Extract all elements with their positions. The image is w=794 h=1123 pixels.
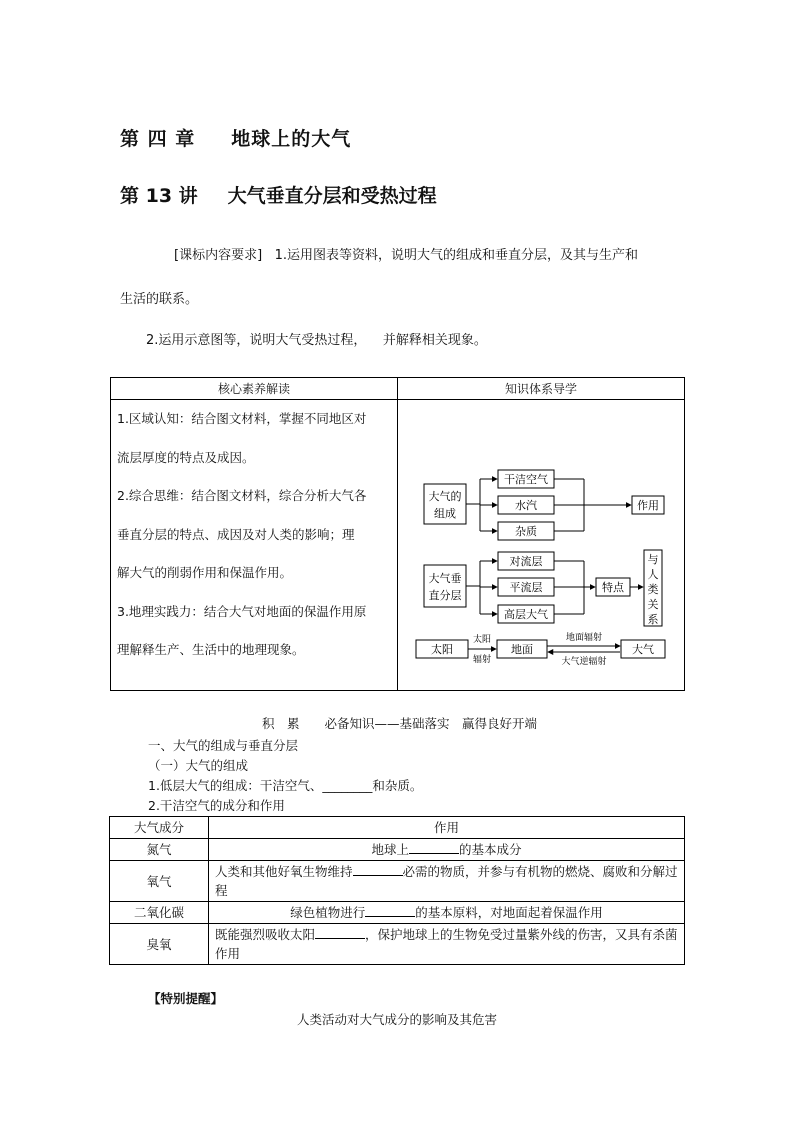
gas-function	[209, 902, 685, 924]
label-atmosphere: 大气	[632, 643, 654, 656]
gas-name: 氮气	[110, 839, 209, 861]
gas-name: 臭氧	[110, 924, 209, 965]
point-1: 1.低层大气的组成：干洁空气、________和杂质。	[148, 778, 423, 793]
label-function: 作用	[637, 499, 659, 512]
gas-name: 氧气	[110, 861, 209, 902]
core-line: 理解释生产、生活中的地理现象。	[117, 642, 305, 657]
label-features: 特点	[602, 581, 624, 594]
gas-function-text: 的基本成分	[459, 842, 522, 857]
gas-function-text: 人类和其他好氧生物维持	[215, 864, 353, 879]
requirement-label: [课标内容要求]	[174, 248, 263, 263]
fill-blank[interactable]	[365, 904, 415, 917]
label-relation-2: 人	[647, 568, 659, 581]
chapter-name: 地球上的大气	[231, 128, 352, 150]
label-stratosphere: 平流层	[509, 581, 543, 594]
fill-blank[interactable]	[353, 863, 403, 876]
knowledge-diagram	[398, 400, 686, 694]
requirement-line-1	[174, 244, 638, 263]
core-literacy-table	[110, 377, 685, 691]
label-vapor: 水汽	[515, 499, 537, 512]
label-troposphere: 对流层	[509, 555, 543, 568]
gas-function-text: ，保护地球上的生物免受过量紫外线的伤害，又具有杀菌作用	[215, 927, 678, 961]
point-2: 2.干洁空气的成分和作用	[148, 798, 285, 813]
label-relation-1: 与	[647, 553, 659, 566]
gas-name: 二氧化碳	[110, 902, 209, 924]
fill-blank[interactable]	[315, 926, 365, 939]
gas-col-header-2: 作用	[209, 817, 685, 839]
requirement-line-1b: 生活的联系。	[120, 292, 199, 307]
core-line: 2.综合思维：结合图文材料，综合分析大气各	[117, 488, 367, 503]
requirement-line-2: 2.运用示意图等，说明大气受热过程， 并解释相关现象。	[146, 333, 487, 348]
lecture-title	[120, 181, 437, 208]
chapter-title	[120, 124, 351, 151]
requirement-text: 1.运用图表等资料，说明大气的组成和垂直分层，及其与生产和	[274, 248, 638, 263]
gas-composition-table	[109, 816, 685, 965]
label-composition-1: 大气的	[428, 490, 462, 503]
core-literacy-text	[111, 400, 398, 691]
tip-label: 【特别提醒】	[148, 991, 224, 1006]
section-banner: 积 累 必备知识——基础落实 赢得良好开端	[262, 716, 538, 731]
label-upper-atmosphere: 高层大气	[504, 608, 548, 621]
tip-title: 人类活动对大气成分的影响及其危害	[296, 1012, 497, 1027]
label-ground: 地面	[511, 643, 533, 656]
core-line: 解大气的削弱作用和保温作用。	[117, 565, 293, 580]
label-ground-radiation: 地面辐射	[565, 633, 603, 643]
label-dry-air: 干洁空气	[504, 473, 548, 486]
core-line: 1.区域认知：结合图文材料，掌握不同地区对	[117, 411, 367, 426]
core-line: 3.地理实践力：结合大气对地面的保温作用原	[117, 603, 367, 619]
knowledge-diagram-cell	[398, 400, 685, 691]
gas-function-text: 绿色植物进行	[290, 905, 366, 920]
table-row	[110, 861, 685, 902]
core-header-right: 知识体系导学	[398, 378, 685, 400]
core-header-left: 核心素养解读	[111, 378, 398, 400]
table-row	[110, 924, 685, 965]
chapter-number: 第 四 章	[120, 128, 196, 150]
label-impurities: 杂质	[515, 525, 537, 538]
lecture-number: 第 13 讲	[120, 185, 198, 207]
gas-function-text: 地球上	[371, 842, 409, 857]
label-relation-3: 类	[647, 583, 659, 596]
heading-2: （一）大气的组成	[148, 758, 249, 773]
label-radiation: 辐射	[472, 655, 492, 665]
label-sun: 太阳	[431, 643, 453, 656]
table-row	[110, 902, 685, 924]
core-line: 垂直分层的特点、成因及对人类的影响；理	[117, 526, 355, 542]
label-relation-4: 关	[647, 598, 659, 611]
heading-1: 一、大气的组成与垂直分层	[148, 738, 299, 753]
label-solar: 太阳	[472, 635, 492, 645]
gas-function-text: 必需的物质，并参与有机物的燃烧、腐败和分解过程	[215, 864, 678, 898]
label-layers-2: 直分层	[428, 589, 462, 602]
gas-function-text: 的基本原料，对地面起着保温作用	[415, 905, 603, 920]
gas-function	[209, 924, 685, 965]
gas-function	[209, 861, 685, 902]
lecture-name: 大气垂直分层和受热过程	[227, 185, 437, 207]
gas-function	[209, 839, 685, 861]
gas-function-text: 既能强烈吸收太阳	[215, 927, 316, 942]
core-line: 流层厚度的特点及成因。	[117, 449, 255, 465]
label-relation-5: 系	[647, 613, 659, 626]
table-row	[110, 839, 685, 861]
label-composition-2: 组成	[434, 507, 456, 520]
gas-col-header-1: 大气成分	[110, 817, 209, 839]
label-layers-1: 大气垂	[428, 572, 462, 585]
fill-blank[interactable]	[409, 841, 459, 854]
label-counter-radiation: 大气逆辐射	[561, 657, 607, 667]
